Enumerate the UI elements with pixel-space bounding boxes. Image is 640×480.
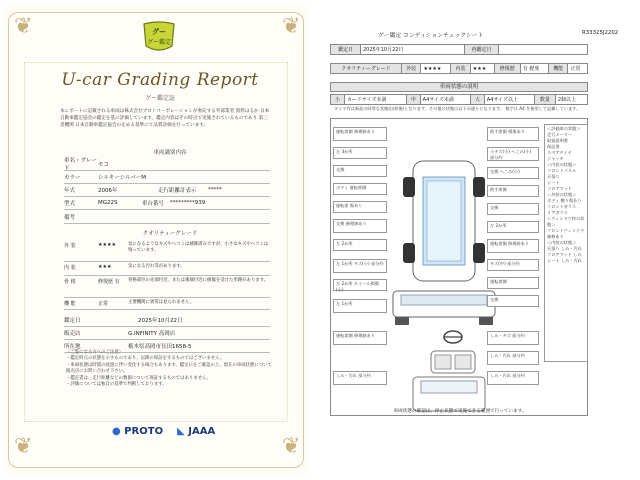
vehicle-row-year: 年式 2006年 走行距離計表示 ***** xyxy=(64,184,270,197)
logo-strip xyxy=(112,426,215,437)
quality-row-function: 機 能 正常 主要機関に異常は見られません。 xyxy=(64,298,270,310)
certificate-heading: U-car Grading Report xyxy=(61,70,259,90)
vehicle-row-color: カラー シルキーシルバーM xyxy=(64,171,270,184)
quality-row-exterior: 外 装 ★★★★ 気になるようなキズやヘコミは補修済みですが、小さなキズやヘコミは残っています。 xyxy=(64,240,270,262)
jaaa-logo: ◣ JAAA xyxy=(177,426,216,437)
inspection-date-row: 鑑定日 2025年10月22日 xyxy=(64,314,270,327)
damage-callout: 運転席 傷あり xyxy=(333,201,387,213)
proto-logo: ● PROTO xyxy=(112,426,164,437)
damage-callout: 運転席側 xyxy=(487,277,539,289)
sheet-date-table: 鑑定日 2025年10月22日 再鑑定日 xyxy=(330,44,588,55)
damage-callout: しみ・キズ 部分約 xyxy=(487,331,539,345)
damage-callout: ボディ 運転席側 xyxy=(333,183,387,195)
damage-callout: 助手席側 xyxy=(487,185,539,197)
quality-section-title: クオリティーグレード xyxy=(142,231,198,237)
damage-callout: 交換 xyxy=(333,165,387,177)
vehicle-section-title: 車両識別内容 xyxy=(153,150,187,156)
svg-text:グー鑑定: グー鑑定 xyxy=(146,39,172,46)
vehicle-row-model: 型式 MG22S 車台番号 *********939 xyxy=(64,197,270,210)
damage-callout: 左 1か所 キズ(小) 部分約 xyxy=(333,259,387,273)
quality-row-frame: 骨 格 修復歴 有 骨格部位の先端付近、または後端付近に損傷を受けた形跡があります。 xyxy=(64,276,270,298)
sheet-title: グー鑑定 コンディションチェックシート xyxy=(378,33,484,39)
address-row: 所在地 栃木県高岡市長田1658-5 xyxy=(64,340,270,353)
ornament-icon: ❦ xyxy=(14,14,33,39)
damage-callout: 小キズ(小) へこみ(小) 部分約 xyxy=(487,147,539,161)
quality-row-interior: 内 装 ★★★ 気になる汚れ等があります。 xyxy=(64,262,270,276)
sheet-code: R33325J2202 xyxy=(582,30,619,36)
damage-callout: しみ・汚れ 部分約 xyxy=(487,351,539,365)
damage-callout: しみ・汚れ 部分約 xyxy=(333,371,387,385)
sheet-grade-table: クオリティーグレード 外装 ★★★★ 内装 ★★★ 修復歴 有 軽度 機能 正常 xyxy=(330,63,588,74)
damage-callout: キズ(中) 部分約 xyxy=(487,259,539,271)
goo-badge-icon xyxy=(140,20,178,54)
damage-callout: 運転席側 修理跡あり xyxy=(333,331,387,345)
damage-callout: 運転席側 修理跡あり xyxy=(487,239,539,253)
diagram-note: タイヤ有は新品の同等な状態(出荷後)となります。その他の状態は以下の通りとなります。 数字は A4 を使用して記載しています。 xyxy=(334,106,581,111)
damage-callout: 交換 修理跡あり xyxy=(333,219,387,233)
damage-callout: 交換 へこみ(小) xyxy=(487,167,539,179)
damage-callout: 左 2か所 ホイール損傷(小) xyxy=(333,279,387,291)
damage-callout: 交換 xyxy=(487,203,539,215)
svg-text:グー: グー xyxy=(152,28,166,36)
ornament-icon: ❦ xyxy=(282,434,301,459)
vehicle-row-remarks: 備考 xyxy=(64,210,270,224)
damage-callout: 交換 xyxy=(487,295,539,307)
damage-callout: 運転席側 修理跡あり xyxy=(333,127,387,141)
ornament-icon: ❦ xyxy=(282,14,301,39)
damage-callout: 左 3か所 xyxy=(333,147,387,159)
damage-callout: しみ・汚れ 部分約 xyxy=(487,371,539,385)
size-legend-table: 小 カードサイズ未満 中 A4サイズ未満 大 A4サイズ以上 数量 2個以上 xyxy=(330,94,588,105)
damage-callout: 左 2か所 xyxy=(487,221,539,233)
equipment-list: ＜評価車の状態＞ 走行メーター 取扱説明書 保証書 スペアタイヤ ジャッキ ＜内装の状態＞ フロントパネル 天張り シート フロアマット ＜外装の状態＞ ボディ 擦り傷あり フロントガラス リアガラス ＜ウィンドウ枠の状態＞ フロントウィンドウ 補修あり ＜内装の状態＞ 天張り しみ・汚れ フロアマット しみ シート しみ・汚れ xyxy=(544,124,588,362)
condition-section-title: 車両状態の説明 xyxy=(330,82,588,92)
certificate-intro: 本レポートに記載される車両は株式会社プロトコーポレーションが委託する外部業者 資料はるか 日本自動車鑑定協会の鑑定を基に評価しています。鑑定内容はその時点で実施されているものであり 第三者機関 日本自動車鑑定協会の定める基準にて品質評価を行っています。 xyxy=(60,109,270,128)
dealer-row: 販売店 G.INFINITY 高岡店 xyxy=(64,327,270,340)
vehicle-row-name: 車名・グレード モコ xyxy=(64,158,270,171)
ornament-icon: ❦ xyxy=(14,434,33,459)
damage-callout: 左 2か所 xyxy=(333,239,387,251)
sheet-footer: 車両状態の確認は、停止状態で実施できる範囲で行っています。 xyxy=(393,409,527,414)
certificate-notes: 〈ご覧になる方へのご注意〉 ・鑑定時点の状態を示すものであり、以降の保証をするものではございません。 ・車両状態は時間の経過に伴い変化する場合もあります。鑑定日をご確認の上、現在の車両状態について販売店にお問い合わせ下さい。 ・鑑定書は、走行距離などの数値について保証するものではありません。 ・評価については独自の基準で判断しております。 xyxy=(66,350,272,388)
damage-callout: 左 1か所 xyxy=(333,299,387,313)
certificate-subheading: グー鑑定証 xyxy=(144,95,175,102)
damage-callout: 助手席側 損傷あり xyxy=(487,127,539,141)
